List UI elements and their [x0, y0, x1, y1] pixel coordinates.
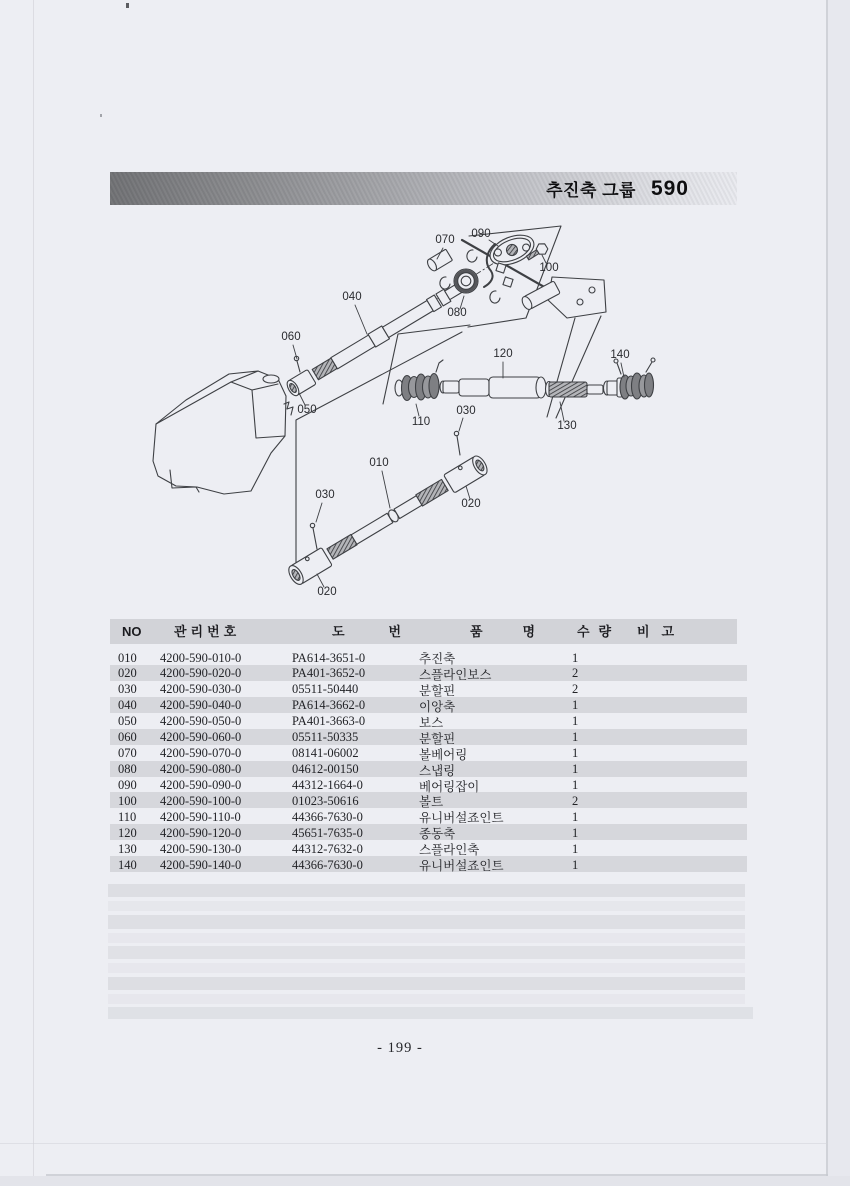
table-row [110, 665, 747, 681]
leader-line [621, 363, 624, 377]
cell-no: 100 [118, 793, 137, 808]
cell-part-name: 분할핀 [419, 683, 456, 698]
cell-dwg-number: 44312-7632-0 [292, 841, 363, 856]
cell-no: 010 [118, 650, 137, 665]
table-row [110, 649, 747, 665]
cell-mgmt-number: 4200-590-120-0 [160, 825, 242, 840]
cell-qty: 1 [572, 857, 579, 872]
part-number-label: 030 [456, 405, 476, 417]
cell-dwg-number: 44312-1664-0 [292, 778, 363, 792]
col-header-dwg: 도번 [332, 624, 446, 639]
leader-line [355, 305, 367, 334]
cell-qty: 1 [572, 698, 579, 713]
table-row [110, 713, 747, 729]
cotter-pin-030-left [310, 523, 317, 549]
part-number-label: 140 [610, 349, 630, 361]
cell-part-name: 유니버설죠인트 [419, 859, 504, 874]
cell-mgmt-number: 4200-590-030-0 [160, 682, 242, 697]
page-number: - 199 - [377, 1040, 423, 1056]
cell-qty: 1 [572, 650, 579, 665]
scan-ghost-stripe [108, 977, 745, 990]
cell-no: 050 [118, 714, 137, 729]
cell-part-name: 볼베어링 [419, 747, 468, 762]
leader-line [316, 503, 322, 522]
cell-no: 130 [118, 841, 137, 856]
universal-joint-140 [604, 358, 656, 399]
col-header-note: 비고 [637, 624, 687, 639]
part-number-label: 080 [447, 307, 467, 319]
cell-no: 060 [118, 730, 137, 745]
driven-shaft-120 [440, 377, 546, 398]
part-number-label: 050 [297, 404, 317, 416]
cotter-pin-030-right [454, 431, 460, 455]
cell-qty: 1 [572, 841, 579, 856]
cell-qty: 2 [572, 682, 579, 697]
cell-dwg-number: 05511-50440 [292, 682, 359, 697]
leader-line [382, 471, 390, 508]
mounting-bracket [520, 277, 606, 318]
section-title-korean: 추진축 그룹 [546, 181, 636, 200]
part-number-label: 010 [369, 457, 389, 469]
cell-no: 080 [118, 762, 137, 777]
cell-part-name: 스냅링 [419, 763, 456, 778]
spline-shaft-130 [546, 382, 604, 398]
cell-no: 140 [118, 857, 137, 872]
part-number-label: 120 [493, 348, 513, 360]
table-row [110, 761, 747, 777]
table-row [110, 729, 747, 745]
scan-ghost-stripe [108, 994, 745, 1004]
cell-mgmt-number: 4200-590-040-0 [160, 698, 242, 713]
cell-no: 030 [118, 682, 137, 697]
cell-part-name: 스플라인보스 [419, 667, 492, 682]
cell-part-name: 스플라인축 [419, 843, 480, 858]
part-number-label: 130 [557, 420, 577, 432]
flange-090 [486, 229, 538, 270]
cell-mgmt-number: 4200-590-140-0 [160, 857, 242, 872]
cell-qty: 1 [572, 714, 579, 729]
cell-mgmt-number: 4200-590-050-0 [160, 714, 242, 729]
cell-mgmt-number: 4200-590-110-0 [160, 809, 241, 824]
cylinder-070 [426, 249, 453, 272]
cell-part-name: 분할핀 [419, 731, 456, 746]
cell-dwg-number: 08141-06002 [292, 746, 359, 761]
table-row [110, 824, 747, 840]
table-row [110, 745, 747, 761]
cell-mgmt-number: 4200-590-020-0 [160, 666, 242, 681]
engine-block [153, 371, 293, 494]
cell-qty: 1 [572, 809, 579, 824]
cell-mgmt-number: 4200-590-100-0 [160, 793, 242, 808]
parts-table-body [110, 649, 747, 872]
universal-joint-110 [395, 360, 443, 401]
cell-part-name: 보스 [419, 715, 444, 730]
leader-line [416, 404, 419, 416]
propeller-shaft-010 [327, 479, 449, 559]
cell-mgmt-number: 4200-590-010-0 [160, 650, 242, 665]
part-number-label: 020 [461, 498, 481, 510]
cell-qty: 2 [572, 666, 579, 681]
cell-dwg-number: PA614-3651-0 [292, 650, 366, 665]
part-number-label: 090 [471, 228, 491, 240]
table-row [110, 681, 747, 697]
cell-qty: 2 [572, 793, 579, 808]
col-header-name: 품명 [470, 624, 576, 639]
table-row [110, 697, 747, 713]
scan-ghost-stripe [108, 946, 745, 959]
cell-qty: 1 [572, 730, 579, 745]
table-row [110, 777, 747, 793]
scan-ghost-stripe [108, 884, 745, 897]
table-row [110, 808, 747, 824]
part-number-label: 070 [435, 234, 455, 246]
scan-ghost-stripe [108, 901, 745, 911]
part-number-label: 100 [539, 262, 559, 274]
scan-ghost-stripe [108, 1007, 753, 1019]
cell-dwg-number: 05511-50335 [292, 730, 359, 745]
cell-mgmt-number: 4200-590-090-0 [160, 778, 242, 792]
cell-no: 040 [118, 698, 137, 713]
cell-part-name: 볼트 [419, 795, 444, 810]
col-header-qty: 수량 [577, 624, 621, 639]
cell-no: 110 [118, 809, 137, 824]
table-row [110, 840, 747, 856]
cell-mgmt-number: 4200-590-080-0 [160, 762, 242, 777]
cell-dwg-number: 04612-00150 [292, 762, 359, 777]
cell-qty: 1 [572, 762, 579, 777]
cell-qty: 1 [572, 746, 579, 761]
leader-line [459, 418, 463, 431]
part-number-label: 030 [315, 489, 335, 501]
parts-table-header [110, 619, 737, 644]
part-number-label: 110 [411, 416, 431, 428]
cell-no: 070 [118, 746, 137, 761]
cell-no: 090 [118, 778, 137, 792]
cell-part-name: 유니버설죠인트 [419, 811, 504, 826]
part-number-label: 040 [342, 291, 362, 303]
cell-dwg-number: 01023-50616 [292, 793, 359, 808]
section-group-number: 590 [650, 176, 689, 200]
scan-ghost-stripe [108, 963, 745, 973]
cell-dwg-number: PA401-3652-0 [292, 666, 366, 681]
cell-mgmt-number: 4200-590-060-0 [160, 730, 242, 745]
cell-mgmt-number: 4200-590-070-0 [160, 746, 242, 761]
table-row [110, 792, 747, 808]
cell-no: 120 [118, 825, 137, 840]
cell-dwg-number: 45651-7635-0 [292, 825, 363, 840]
cell-dwg-number: 44366-7630-0 [292, 857, 363, 872]
scan-ghost-stripe [108, 933, 745, 943]
cell-part-name: 이앙축 [419, 699, 456, 714]
col-header-mgmt: 관리번호 [174, 624, 241, 639]
cell-part-name: 종동축 [419, 827, 456, 842]
part-number-label: 060 [281, 331, 301, 343]
ball-bearing-080 [454, 269, 478, 293]
cell-qty: 1 [572, 825, 579, 840]
cell-part-name: 추진축 [419, 652, 456, 666]
cell-no: 020 [118, 666, 137, 681]
cell-part-name: 베어링잡이 [419, 779, 480, 794]
scan-ghost-stripe [108, 915, 745, 929]
cell-dwg-number: PA614-3662-0 [292, 698, 366, 713]
part-number-label: 020 [317, 586, 337, 598]
table-row [110, 856, 747, 872]
spline-boss-020-left [286, 547, 332, 586]
col-header-no: NO [122, 624, 142, 639]
cell-dwg-number: PA401-3663-0 [292, 714, 366, 729]
cell-qty: 1 [572, 778, 579, 792]
cell-dwg-number: 44366-7630-0 [292, 809, 363, 824]
cell-mgmt-number: 4200-590-130-0 [160, 841, 242, 856]
